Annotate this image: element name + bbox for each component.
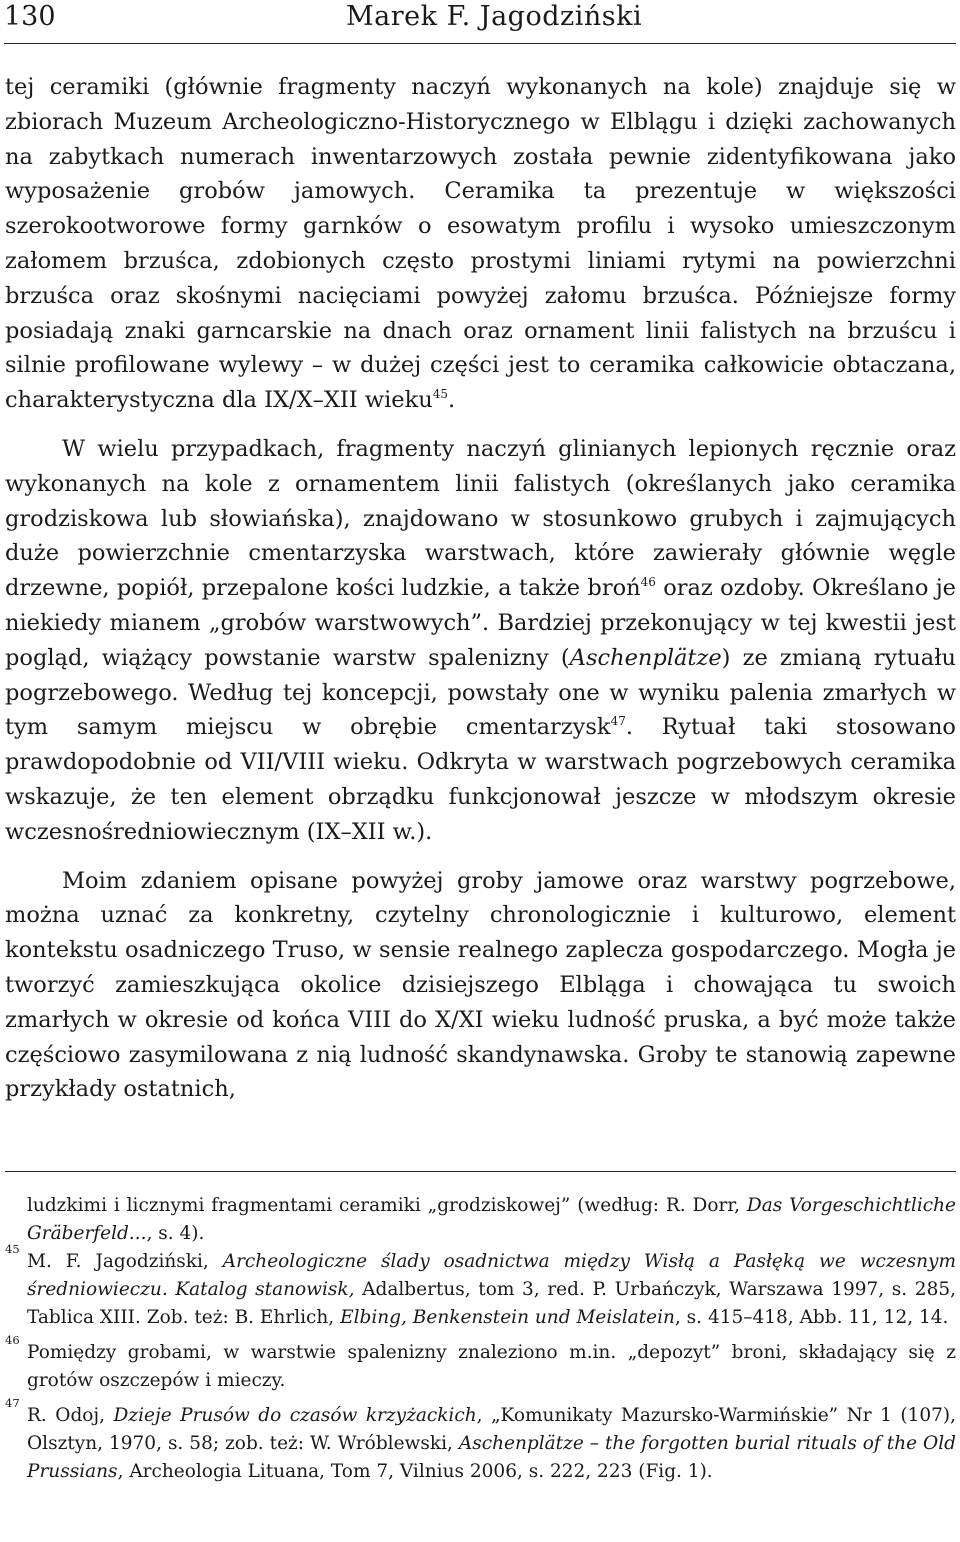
page-number: 130 [4, 1, 56, 32]
footnote-47-number: 47 [5, 1396, 20, 1410]
paragraph-2 [5, 432, 956, 850]
paragraph-2-text-c: ) ze zmianą rytuału pogrzebowego. Według tej koncepcji, powstały one w wyniku palenia zmarłych w tym samym miejscu w obrębie cmentarzysk [5, 644, 957, 741]
footnote-47-text-a: R. Odoj, [27, 1405, 114, 1426]
footnote-47 [5, 1396, 956, 1486]
footnote-ref-45: 45 [432, 387, 448, 402]
footnote-45-number: 45 [5, 1242, 20, 1256]
footnote-46-number: 46 [5, 1333, 20, 1347]
footnote-continuation-italic: Das Vorgeschichtliche Gräberfeld... [27, 1195, 956, 1244]
footnote-47-text-c: , Archeologia Lituana, Tom 7, Vilnius 2006, s. 222, 223 (Fig. 1). [117, 1461, 713, 1482]
footnote-ref-46: 46 [640, 575, 656, 590]
paragraph-1-end: . [448, 387, 456, 414]
footnote-47-text-b: , „Komunikaty Mazursko-Warmińskie” Nr 1 (107), Olsztyn, 1970, s. 58; zob. też: W. Wróblewski, [27, 1405, 956, 1454]
footnote-45 [5, 1242, 957, 1332]
footnote-continuation-text-a: ludzkimi i licznymi fragmentami ceramiki „grodziskowej” (według: R. Dorr, [27, 1195, 747, 1216]
paragraph-1-text: tej ceramiki (głównie fragmenty naczyń wykonanych na kole) znajduje się w zbiorach Muzeum Archeologiczno-Historycznego w Elblągu i dzięki zachowanych na zabytkach numerach inwentarzowych została pewnie zidentyfikowana jako wyposażenie grobów jamowych. Ceramika ta prezentuje w większości szerokootworowe formy garnków o esowatym profilu i wysoko umieszczonym załomem brzuśca, zdobionych często prostymi liniami rytymi na powierzchni brzuśca oraz skośnymi nacięciami powyżej załomu brzuśca. Późniejsze formy posiadają znaki garncarskie na dnach oraz ornament linii falistych na brzuścu i silnie profilowane wylewy – w dużej części jest to ceramika całkowicie obtaczana, charakterystyczna dla IX/X–XII wieku [5, 74, 956, 414]
paragraph-2-text-d: . Rytuał taki stosowano prawdopodobnie od VII/VIII wieku. Odkryta w warstwach pogrzebowych ceramika wskazuje, że ten element obrządku funkcjonował jeszcze w młodszym okresie wczesnośredniowiecznym (IX–XII w.). [5, 714, 956, 845]
footnote-ref-47: 47 [610, 714, 626, 729]
running-head: Marek F. Jagodziński [346, 1, 643, 32]
footnote-45-text-a: M. F. Jagodziński, [27, 1251, 223, 1272]
paragraph-2-text-a: W wielu przypadkach, fragmenty naczyń glinianych lepionych ręcznie oraz wykonanych na kole z ornamentem linii falistych (określanych jako ceramika grodziskowa lub słowiańska), znajdowano w stosunkowo grubych i zajmujących duże powierzchnie cmentarzyska warstwach, które zawierały głównie węgle drzewne, popiół, przepalone kości ludzkie, a także broń [5, 435, 956, 602]
paragraph-2-italic-term: Aschenplätze [569, 644, 722, 671]
paragraph-1 [5, 70, 956, 418]
main-text [5, 70, 956, 1107]
footnote-46 [5, 1333, 956, 1395]
footnote-45-italic-2: Elbing, Benkenstein und Meislatein [340, 1307, 675, 1328]
header-rule [4, 43, 956, 44]
paragraph-3: Moim zdaniem opisane powyżej groby jamowe oraz warstwy pogrzebowe, można uznać za konkretny, czytelny chronologicznie i kulturowo, element kontekstu osadniczego Truso, w sensie realnego zaplecza gospodarczego. Mogła je tworzyć zamieszkująca okolice dzisiejszego Elbląga i chowająca tu swoich zmarłych w okresie od końca VIII do X/XI wieku ludność pruska, a być może także częściowo zasymilowana z nią ludność skandynawska. Groby te stanowią zapewne przykłady ostatnich, [5, 867, 956, 1103]
footnote-continuation-text-b: , s. 4). [146, 1223, 205, 1244]
footnote-46-text: Pomiędzy grobami, w warstwie spalenizny znaleziono m.in. „depozyt” broni, składający się z grotów oszczepów i mieczy. [27, 1342, 956, 1391]
paragraph-2-text-b: oraz ozdoby. Określano je niekiedy mianem „grobów warstwowych”. Bardziej przekonujący w tej kwestii jest pogląd, wiążący powstanie warstw spalenizny ( [5, 575, 956, 671]
footnote-rule [5, 1171, 956, 1172]
footnote-continuation [5, 1192, 956, 1248]
page-header [0, 0, 960, 48]
footnote-45-italic-1: Archeologiczne ślady osadnictwa między Wisłą a Pasłęką we wczesnym średniowieczu. Katalog stanowisk, [27, 1251, 957, 1300]
footnote-47-italic-2: Aschenplätze – the forgotten burial rituals of the Old Prussians [27, 1433, 956, 1482]
footnote-45-text-b: Adalbertus, tom 3, red. P. Urbańczyk, Warszawa 1997, s. 285, Tablica XIII. Zob. też: B. Ehrlich, [27, 1279, 956, 1328]
footnotes [5, 1192, 956, 1486]
footnote-47-italic-1: Dzieje Prusów do czasów krzyżackich [113, 1405, 477, 1426]
footnote-45-text-c: , s. 415–418, Abb. 11, 12, 14. [674, 1307, 949, 1328]
